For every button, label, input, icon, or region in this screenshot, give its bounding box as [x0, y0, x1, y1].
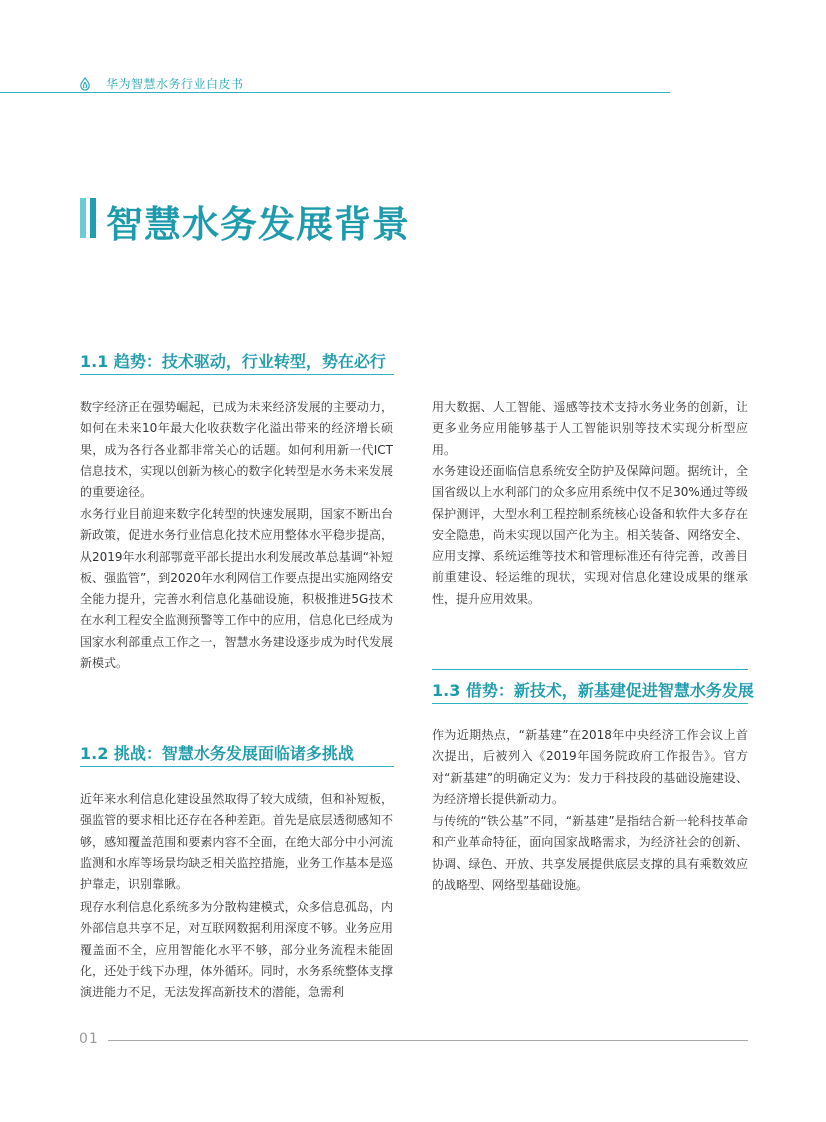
section-1-2-paragraph-2: 现存水利信息化系统多为分散构建模式，众多信息孤岛，内外部信息共享不足，对互联网数据利用深度不够。业务应用覆盖面不全，应用智能化水平不够，部分业务流程未能固化，还处于线下办理，体外循环。同时，水务系统整体支撑演进能力不足，无法发挥高新技术的潜能，急需利 — [80, 900, 393, 1000]
page-header — [78, 74, 748, 94]
flame-logo-icon — [78, 77, 92, 91]
section-1-2-title: 1.2 挑战：智慧水务发展面临诸多挑战 — [80, 744, 354, 763]
section-1-1-rule — [80, 374, 394, 375]
section-1-3-top-rule — [432, 669, 748, 670]
section-1-1-title: 1.1 趋势：技术驱动，行业转型，势在必行 — [80, 352, 386, 371]
section-1-3-paragraph-2: 与传统的“铁公基”不同，“新基建”是指结合新一轮科技革命和产业革命特征，面向国家战略需求，为经济社会的创新、协调、绿色、开放、共享发展提供底层支撑的具有乘数效应的战略型、网络型基础设施。 — [432, 814, 748, 892]
page-title: 智慧水务发展背景 — [106, 203, 410, 246]
title-accent-bar-light — [80, 198, 86, 238]
right-column-paragraph-1: 用大数据、人工智能、遥感等技术支持水务业务的创新，让更多业务应用能够基于人工智能识别等技术实现分析型应用。 — [432, 400, 748, 457]
footer-divider — [108, 1040, 748, 1041]
section-1-1-paragraph-2: 水务行业目前迎来数字化转型的快速发展期，国家不断出台新政策，促进水务行业信息化技术应用整体水平稳步提高，从2019年水利部鄂竟平部长提出水利发展改革总基调“补短板、强监管”，到2020年水利网信工作要点提出实施网络安全能力提升，完善水利信息化基础设施，积极推进5G技术在水利工程安全监测预警等工作中的应用，信息化已经成为国家水利部重点工作之一，智慧水务建设逐步成为时代发展新模式。 — [80, 507, 393, 671]
header-divider — [0, 92, 670, 93]
header-title: 华为智慧水务行业白皮书 — [106, 77, 244, 91]
section-1-3-paragraph-1: 作为近期热点，“新基建”在2018年中央经济工作会议上首次提出，后被列入《2019年国务院政府工作报告》。官方对“新基建”的明确定义为：发力于科技段的基础设施建设、为经济增长提供新动力。 — [432, 728, 748, 806]
section-1-2-paragraph-1: 近年来水利信息化建设虽然取得了较大成绩，但和补短板，强监管的要求相比还存在各种差距。首先是底层透彻感知不够，感知覆盖范围和要素内容不全面，在绝大部分中小河流监测和水库等场景均缺乏相关监控措施，业务工作基本是巡护靠走，识别靠瞅。 — [80, 792, 393, 892]
section-1-3-title: 1.3 借势：新技术，新基建促进智慧水务发展 — [432, 681, 754, 700]
section-1-2-rule — [80, 766, 394, 767]
right-column-paragraph-2: 水务建设还面临信息系统安全防护及保障问题。据统计，全国省级以上水利部门的众多应用系统中仅不足30%通过等级保护测评，大型水利工程控制系统核心设备和软件大多存在安全隐患，尚未实现以国产化为主。相关装备、网络安全、应用支撑、系统运维等技术和管理标准还有待完善，改善目前重建设、轻运维的现状，实现对信息化建设成果的继承性，提升应用效果。 — [432, 464, 748, 606]
page-number: 01 — [79, 1031, 99, 1047]
section-1-1-paragraph-1: 数字经济正在强势崛起，已成为未来经济发展的主要动力，如何在未来10年最大化收获数字化溢出带来的经济增长硕果，成为各行各业都非常关心的话题。如何利用新一代ICT信息技术，实现以创新为核心的数字化转型是水务未来发展的重要途径。 — [80, 400, 393, 500]
title-accent-bar-dark — [90, 198, 96, 238]
section-1-3-rule — [432, 703, 748, 704]
